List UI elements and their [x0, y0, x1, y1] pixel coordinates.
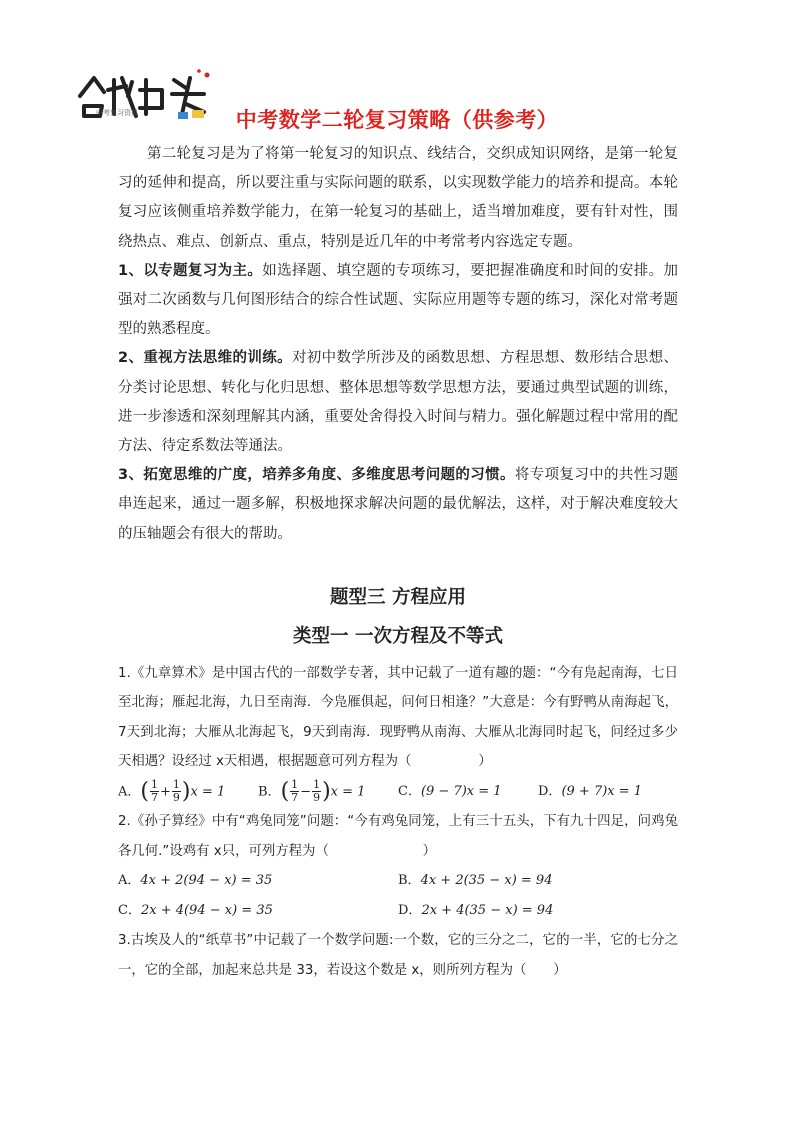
- option-d: D．2x + 4(35 − x) = 94: [398, 903, 554, 919]
- strategy-2-text: 对初中数学所涉及的函数思想、方程思想、数形结合思想、分类讨论思想、转化与化归思想、整体思想等数学思想方法，要通过典型试题的训练，进一步渗透和深刻理解其内涵，重要处舍得投入时间与精力。强化解题过程中常用的配方法、待定系数法等通法。: [118, 350, 678, 455]
- strategy-3: [118, 461, 678, 549]
- document-title: 中考数学二轮复习策略（供参考）: [235, 108, 559, 132]
- option-b: B．4x + 2(35 − x) = 94: [398, 873, 553, 889]
- question-1-text: 1.《九章算术》是中国古代的一部数学专著，其中记载了一道有趣的题：“今有凫起南海，七日至北海；雁起北海，九日至南海．今凫雁俱起，问何日相逢？”大意是：今有野鸭从南海起飞，7天到北海；大雁从北海起飞，9天到南海．现野鸭从南海、大雁从北海同时起飞，问经过多少天相遇？设经过 x天相遇，根据题意可列方程为（ ）: [118, 665, 678, 770]
- strategy-1: [118, 257, 678, 345]
- logo-subtext: 中考复习资料: [96, 109, 138, 117]
- option-a: A．( $\frac{1}{7}$ + $\frac{1}{9}$ )x = 1: [118, 778, 226, 805]
- strategy-1-heading: 1、以专题复习为主。: [118, 262, 263, 279]
- question-1-options: [118, 777, 678, 808]
- intro-paragraph: 第二轮复习是为了将第一轮复习的知识点、线结合，交织成知识网络，是第一轮复习的延伸和提高，所以要注重与实际问题的联系，以实现数学能力的培养和提高。本轮复习应该侧重培养数学能力，在第一轮复习的基础上，适当增加难度，要有针对性，围绕热点、难点、创新点、重点，特别是近几年的中考常考内容选定专题。: [118, 146, 678, 250]
- question-2-text: 2.《孙子算经》中有“鸡兔同笼”问题：“今有鸡兔同笼，上有三十五头，下有九十四足，问鸡兔各几何.”设鸡有 x只，可列方程为（ ）: [118, 814, 678, 859]
- question-3-text: 3.古埃及人的“纸草书”中记载了一个数学问题:一个数，它的三分之二，它的一半，它的七分之一，它的全部，加起来总共是 33，若设这个数是 x，则所列方程为（ ）: [118, 933, 678, 978]
- strategy-3-heading: 3、拓宽思维的广度，培养多角度、多维度思考问题的习惯。: [118, 467, 515, 484]
- subsection-title: 类型一 一次方程及不等式: [293, 625, 503, 647]
- document-body: [118, 140, 678, 985]
- option-a: A．4x + 2(94 − x) = 35: [118, 873, 273, 889]
- option-d: D．(9 + 7)x = 1: [538, 783, 643, 799]
- strategy-2: [118, 344, 678, 461]
- question-2-options-row-1: [118, 866, 678, 896]
- option-c: C．2x + 4(94 − x) = 35: [118, 903, 273, 919]
- option-b: B．( $\frac{1}{7}$ − $\frac{1}{9}$ )x = 1: [258, 778, 366, 805]
- strategy-2-heading: 2、重视方法思维的训练。: [118, 350, 292, 367]
- strategy-3-text: 将专项复习中的共性习题串连起来，通过一题多解，积极地探求解决问题的最优解法，这样，对于解决难度较大的压轴题会有很大的帮助。: [118, 467, 678, 542]
- section-title: 题型三 方程应用: [330, 586, 466, 608]
- option-c: C．(9 − 7)x = 1: [398, 783, 502, 799]
- strategy-1-text: 如选择题、填空题的专项练习，要把握准确度和时间的安排。加强对二次函数与几何图形结合的综合性试题、实际应用题等专题的练习，深化对常考题型的熟悉程度。: [118, 262, 678, 338]
- question-2-options-row-2: [118, 896, 678, 926]
